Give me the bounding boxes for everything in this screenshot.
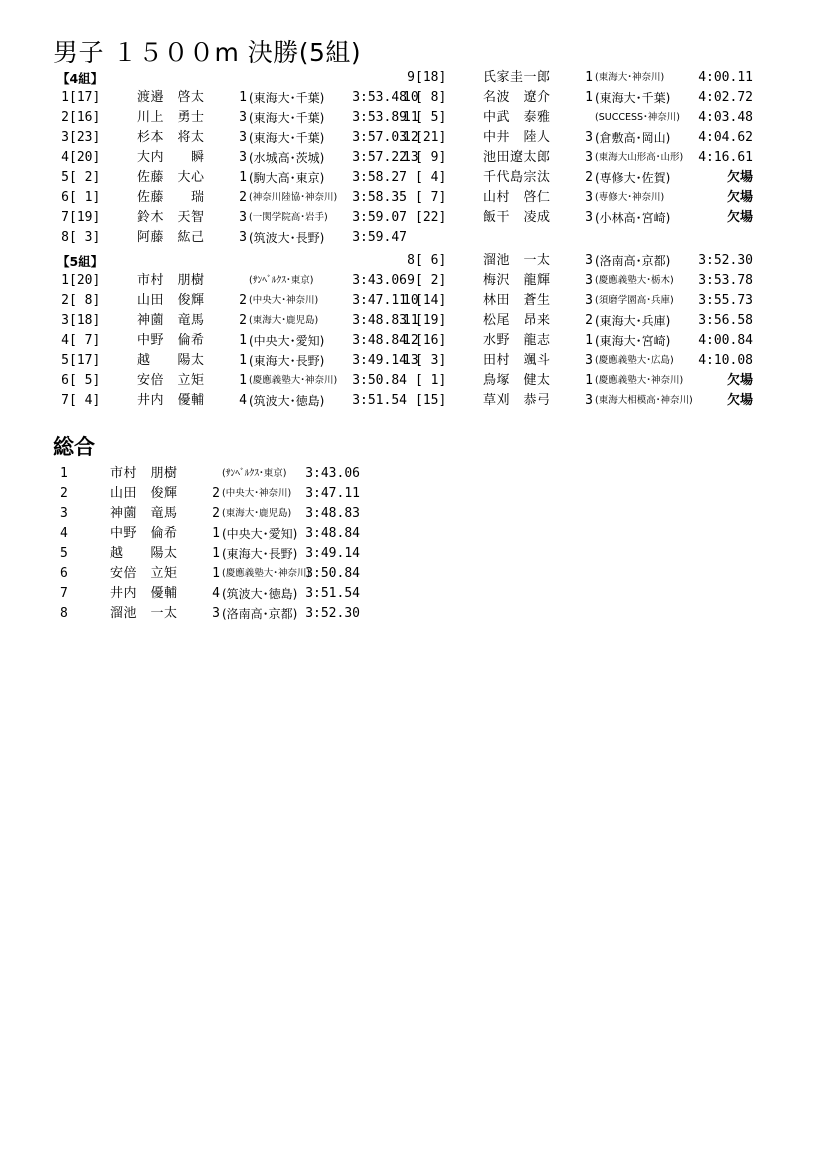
overall-rank: 8 [60,606,68,621]
athlete-affiliation: (東海大･千葉) [595,91,671,105]
athlete-grade: 2 [585,313,593,328]
athlete-name: 中野 倫希 [110,526,178,541]
athlete-grade: 2 [212,506,220,521]
group-label-4: 【4組】 [57,71,104,86]
athlete-grade: 3 [585,353,593,368]
athlete-name: 山田 俊輝 [110,486,178,501]
athlete-affiliation: (東海大相模高･神奈川) [595,395,693,406]
result-row [57,291,407,311]
result-time: 3:53.48 [352,90,407,105]
result-time: 4:04.62 [698,130,753,145]
result-time: 4:10.08 [698,353,753,368]
overall-row [60,464,360,484]
result-rank: 7 [61,210,69,225]
athlete-affiliation: (神奈川陸協･神奈川) [249,192,338,203]
result-lane: [14] [415,293,447,308]
athlete-name: 鈴木 天智 [137,210,205,225]
athlete-grade: 3 [239,110,247,125]
result-rank: 13 [403,353,419,368]
result-rank: 3 [61,313,69,328]
result-lane: [15] [415,393,447,408]
result-row [57,148,407,168]
athlete-affiliation: (筑波大･徳島) [222,587,298,601]
result-time: 3:50.84 [305,566,360,581]
result-row [403,251,753,271]
result-row [57,391,407,411]
result-lane: [23] [69,130,101,145]
athlete-grade: 4 [212,586,220,601]
athlete-grade: 2 [239,293,247,308]
athlete-affiliation: (中央大･神奈川) [222,488,292,499]
result-row [403,148,753,168]
result-row [57,128,407,148]
result-time: 4:16.61 [698,150,753,165]
athlete-name: 草刈 恭弓 [483,393,551,408]
result-lane: [ 2] [415,273,447,288]
result-lane: [ 5] [69,373,101,388]
athlete-grade: 3 [239,230,247,245]
athlete-affiliation: (東海大･兵庫) [595,314,671,328]
overall-row [60,484,360,504]
athlete-name: 千代島宗汰 [483,170,551,185]
athlete-affiliation: (ｻﾝﾍﾞﾙｸｽ･東京) [249,275,314,286]
athlete-affiliation: (小林高･宮崎) [595,211,671,225]
overall-row [60,544,360,564]
athlete-name: 溜池 一太 [483,253,551,268]
athlete-name: 松尾 昂来 [483,313,551,328]
athlete-affiliation: (駒大高･東京) [249,171,325,185]
athlete-name: 水野 龍志 [483,333,551,348]
result-time: 3:57.03 [352,130,407,145]
result-row [57,168,407,188]
result-time: 3:51.54 [305,586,360,601]
athlete-grade: 1 [212,526,220,541]
athlete-affiliation: (東海大山形高･山形) [595,152,684,163]
result-lane: [16] [415,333,447,348]
result-time: 3:50.84 [352,373,407,388]
result-lane: [ 6] [415,253,447,268]
overall-rank: 6 [60,566,68,581]
athlete-name: 名波 遼介 [483,90,551,105]
athlete-grade: 1 [239,333,247,348]
group-5-right-column [403,251,753,411]
result-row [57,351,407,371]
group-label-5: 【5組】 [57,254,104,269]
result-rank: 11 [403,313,419,328]
result-rank: 5 [61,353,69,368]
result-lane: [17] [69,90,101,105]
athlete-grade: 3 [239,210,247,225]
overall-results-list [60,464,360,624]
athlete-affiliation: (中央大･神奈川) [249,295,319,306]
result-rank: 7 [61,393,69,408]
athlete-name: 神薗 竜馬 [110,506,178,521]
athlete-grade: 1 [585,90,593,105]
result-lane: [ 4] [69,393,101,408]
overall-rank: 1 [60,466,68,481]
result-rank: 8 [407,253,415,268]
result-row [403,311,753,331]
result-row [57,108,407,128]
result-row [57,311,407,331]
athlete-grade: 1 [239,90,247,105]
result-row [403,208,753,228]
athlete-name: 梅沢 龍輝 [483,273,551,288]
athlete-grade: 2 [239,313,247,328]
result-time: 3:49.14 [305,546,360,561]
result-time: 3:43.06 [352,273,407,288]
athlete-affiliation: (洛南高･京都) [222,607,298,621]
result-rank: 6 [61,373,69,388]
result-lane: [18] [69,313,101,328]
athlete-name: 氏家圭一郎 [483,70,551,85]
result-time: 3:48.83 [305,506,360,521]
result-time: 3:58.35 [352,190,407,205]
athlete-affiliation: (専修大･佐賀) [595,171,671,185]
athlete-grade: 3 [585,190,593,205]
result-lane: [18] [415,70,447,85]
page-title: 男子 １５００m 決勝(5組) [53,38,362,67]
result-time: 欠場 [726,190,753,205]
athlete-name: 山村 啓仁 [483,190,551,205]
result-time: 欠場 [726,393,753,408]
athlete-affiliation: (中央大･愛知) [249,334,325,348]
athlete-name: 林田 蒼生 [483,293,551,308]
result-row [403,168,753,188]
athlete-name: 越 陽太 [137,353,205,368]
result-time: 4:02.72 [698,90,753,105]
athlete-affiliation: (慶應義塾大･神奈川) [595,375,684,386]
athlete-name: 中武 泰雅 [483,110,551,125]
athlete-grade: 1 [585,373,593,388]
athlete-grade: 3 [585,253,593,268]
athlete-grade: 1 [585,333,593,348]
result-row [57,271,407,291]
athlete-name: 市村 朋樹 [110,466,178,481]
athlete-affiliation: (慶應義塾大･広島) [595,355,674,366]
result-time: 欠場 [726,210,753,225]
result-rank: 3 [61,130,69,145]
result-time: 3:53.78 [698,273,753,288]
athlete-affiliation: (一関学院高･岩手) [249,212,328,223]
result-time: 3:58.27 [352,170,407,185]
overall-row [60,524,360,544]
result-row [403,88,753,108]
result-rank: 5 [61,170,69,185]
athlete-affiliation: (筑波大･長野) [249,231,325,245]
overall-rank: 2 [60,486,68,501]
overall-rank: 7 [60,586,68,601]
result-time: 3:52.30 [698,253,753,268]
athlete-name: 佐藤 瑞 [137,190,205,205]
result-lane: [ 8] [415,90,447,105]
result-rank: 13 [403,150,419,165]
result-lane: [ 7] [69,333,101,348]
athlete-grade: 1 [212,566,220,581]
result-row [403,108,753,128]
athlete-name: 井内 優輔 [110,586,178,601]
athlete-affiliation: (倉敷高･岡山) [595,131,671,145]
result-rank: 9 [407,70,415,85]
athlete-name: 市村 朋樹 [137,273,205,288]
overall-row [60,504,360,524]
athlete-grade: 3 [585,150,593,165]
athlete-affiliation: (慶應義塾大･神奈川) [249,375,338,386]
result-time: 欠場 [726,170,753,185]
athlete-affiliation: (水城高･茨城) [249,151,325,165]
athlete-name: 川上 勇士 [137,110,205,125]
athlete-grade: 3 [239,150,247,165]
athlete-grade: 3 [212,606,220,621]
athlete-name: 佐藤 大心 [137,170,205,185]
result-rank: 1 [61,273,69,288]
result-time: 3:48.84 [352,333,407,348]
result-time: 3:48.84 [305,526,360,541]
overall-rank: 3 [60,506,68,521]
result-time: 3:53.89 [352,110,407,125]
result-time: 3:47.11 [305,486,360,501]
athlete-affiliation: (東海大･神奈川) [595,72,665,83]
athlete-name: 山田 俊輝 [137,293,205,308]
athlete-name: 田村 颯斗 [483,353,551,368]
athlete-grade: 2 [585,170,593,185]
athlete-affiliation: (専修大･神奈川) [595,192,665,203]
athlete-grade: 2 [212,486,220,501]
result-rank: 1 [61,90,69,105]
result-rank: 2 [61,293,69,308]
athlete-grade: 1 [212,546,220,561]
athlete-name: 中野 倫希 [137,333,205,348]
result-row [403,68,753,88]
athlete-affiliation: (東海大･千葉) [249,131,325,145]
result-lane: [16] [69,110,101,125]
result-row [403,271,753,291]
athlete-name: 杉本 将太 [137,130,205,145]
result-rank: 4 [61,150,69,165]
result-row [403,391,753,411]
result-time: 4:00.11 [698,70,753,85]
athlete-grade: 1 [239,373,247,388]
result-time: 3:52.30 [305,606,360,621]
athlete-name: 鳥塚 健太 [483,373,551,388]
result-row [403,128,753,148]
result-time: 3:59.07 [352,210,407,225]
result-lane: [20] [69,273,101,288]
athlete-name: 阿藤 紘己 [137,230,205,245]
athlete-affiliation: (中央大･愛知) [222,527,298,541]
athlete-grade: 3 [585,273,593,288]
result-time: 3:59.47 [352,230,407,245]
athlete-affiliation: (慶應義塾大･神奈川) [222,568,311,579]
athlete-affiliation: (東海大･千葉) [249,111,325,125]
athlete-affiliation: (SUCCESS･神奈川) [595,112,680,123]
result-lane: [ 3] [69,230,101,245]
athlete-grade: 3 [239,130,247,145]
athlete-affiliation: (東海大･長野) [249,354,325,368]
athlete-name: 井内 優輔 [137,393,205,408]
result-lane: [19] [415,313,447,328]
athlete-grade: 3 [585,393,593,408]
result-rank: 9 [407,273,415,288]
athlete-grade: 2 [239,190,247,205]
result-rank: 10 [403,293,419,308]
overall-rank: 5 [60,546,68,561]
athlete-affiliation: (東海大･宮崎) [595,334,671,348]
result-row [57,371,407,391]
athlete-name: 安倍 立矩 [110,566,178,581]
group-4-right-column [403,68,753,228]
athlete-affiliation: (東海大･鹿児島) [222,508,292,519]
result-rank: 6 [61,190,69,205]
result-lane: [19] [69,210,101,225]
result-time: 3:51.54 [352,393,407,408]
result-rank: 2 [61,110,69,125]
result-lane: [ 2] [69,170,101,185]
athlete-name: 池田遼太郎 [483,150,551,165]
result-lane: [ 5] [415,110,447,125]
athlete-grade: 3 [585,293,593,308]
result-rank: 10 [403,90,419,105]
result-time: 3:43.06 [305,466,360,481]
result-row [57,88,407,108]
result-lane: [ 9] [415,150,447,165]
result-time: 3:57.22 [352,150,407,165]
overall-section-title: 総合 [53,435,95,459]
result-rank: 8 [61,230,69,245]
athlete-grade: 1 [585,70,593,85]
result-lane: [ 1] [415,373,447,388]
athlete-affiliation: (慶應義塾大･栃木) [595,275,674,286]
athlete-name: 中井 陸人 [483,130,551,145]
result-row [403,371,753,391]
athlete-name: 越 陽太 [110,546,178,561]
group-5-left-column [57,271,407,411]
athlete-name: 溜池 一太 [110,606,178,621]
result-time: 3:47.11 [352,293,407,308]
overall-row [60,604,360,624]
result-rank: 4 [61,333,69,348]
result-time: 3:55.73 [698,293,753,308]
athlete-affiliation: (須磨学園高･兵庫) [595,295,674,306]
result-rank: 12 [403,130,419,145]
result-lane: [ 7] [415,190,447,205]
overall-rank: 4 [60,526,68,541]
athlete-name: 大内 瞬 [137,150,205,165]
result-time: 4:03.48 [698,110,753,125]
overall-row [60,584,360,604]
result-row [57,188,407,208]
result-lane: [ 1] [69,190,101,205]
athlete-name: 飯干 凌成 [483,210,551,225]
athlete-name: 神薗 竜馬 [137,313,205,328]
athlete-name: 安倍 立矩 [137,373,205,388]
result-lane: [ 8] [69,293,101,308]
result-lane: [22] [415,210,447,225]
athlete-grade: 4 [239,393,247,408]
result-rank: 12 [403,333,419,348]
athlete-affiliation: (東海大･千葉) [249,91,325,105]
result-time: 4:00.84 [698,333,753,348]
result-time: 3:48.83 [352,313,407,328]
athlete-name: 渡邉 啓太 [137,90,205,105]
result-lane: [ 3] [415,353,447,368]
athlete-affiliation: (東海大･鹿児島) [249,315,319,326]
result-rank: 11 [403,110,419,125]
result-time: 欠場 [726,373,753,388]
result-lane: [ 4] [415,170,447,185]
group-4-left-column [57,88,407,248]
result-lane: [20] [69,150,101,165]
result-row [403,188,753,208]
result-row [403,291,753,311]
result-lane: [21] [415,130,447,145]
result-row [57,208,407,228]
athlete-affiliation: (洛南高･京都) [595,254,671,268]
athlete-grade: 1 [239,170,247,185]
athlete-affiliation: (ｻﾝﾍﾞﾙｸｽ･東京) [222,468,287,479]
athlete-affiliation: (東海大･長野) [222,547,298,561]
result-lane: [17] [69,353,101,368]
result-row [57,228,407,248]
athlete-grade: 1 [239,353,247,368]
result-row [403,351,753,371]
overall-row [60,564,360,584]
result-row [57,331,407,351]
athlete-grade: 3 [585,210,593,225]
result-time: 3:49.14 [352,353,407,368]
result-row [403,331,753,351]
athlete-grade: 3 [585,130,593,145]
athlete-affiliation: (筑波大･徳島) [249,394,325,408]
result-time: 3:56.58 [698,313,753,328]
